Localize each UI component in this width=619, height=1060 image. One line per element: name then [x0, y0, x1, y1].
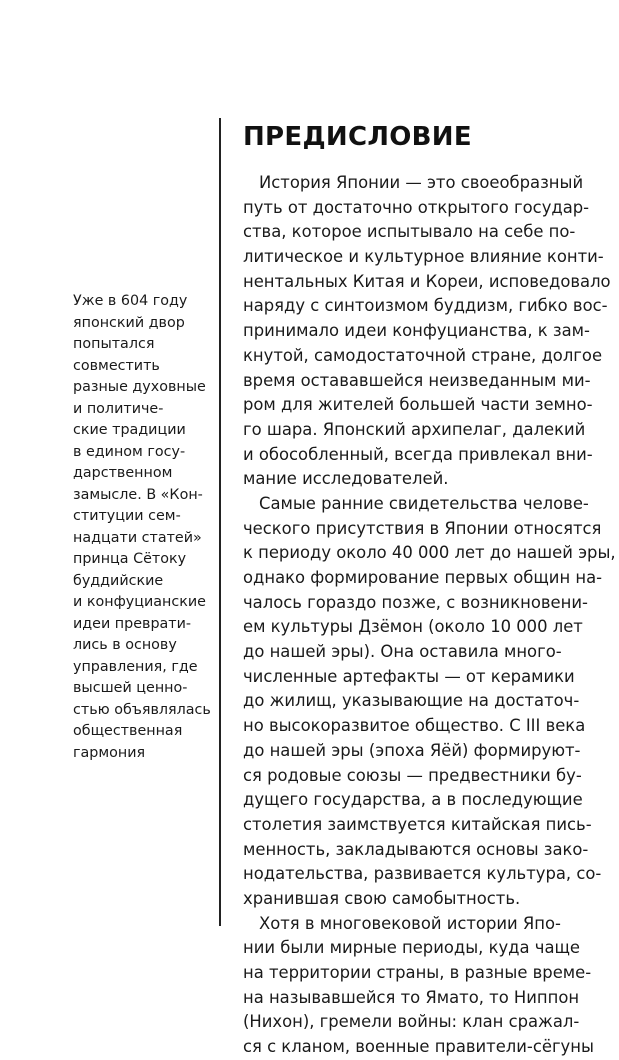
paragraph-line: до нашей эры). Она оставила много-	[243, 642, 562, 662]
paragraph-line: дущего государства, а в последующие	[243, 790, 583, 810]
paragraph-line: чалось гораздо позже, с возникновени-	[243, 592, 588, 612]
margin-note-line: ституции сем-	[73, 508, 181, 524]
paragraph-line: История Японии — это своеобразный	[259, 173, 584, 192]
margin-note-line: высшей ценно-	[73, 680, 188, 696]
paragraph-line: ства, которое испытывало на себе по-	[243, 222, 576, 242]
margin-note-line: буддийские	[73, 572, 164, 589]
margin-note-line: принца Сётоку	[73, 551, 187, 567]
margin-note	[73, 291, 213, 764]
paragraph-line: столетия заимствуется китайская пись-	[243, 814, 592, 834]
paragraph-line: нентальных Китая и Кореи, исповедовало	[243, 271, 611, 291]
paragraph-line: ся родовые союзы — предвестники бу-	[243, 765, 582, 785]
paragraph-line: время остававшейся неизведанным ми-	[243, 370, 591, 390]
body-text	[243, 171, 616, 1060]
paragraph-line: на называвшейся то Ямато, то Ниппон	[243, 987, 580, 1007]
margin-note-line: разные духовные	[73, 379, 206, 395]
column-divider	[219, 118, 221, 926]
paragraph-line: кнутой, самодостаточной стране, долгое	[243, 345, 603, 365]
paragraph-line: (Нихон), гремели войны: клан сражал-	[243, 1012, 580, 1032]
paragraph-line: до нашей эры (эпоха Яёй) формируют-	[243, 740, 581, 760]
paragraph-line: к периоду около 40 000 лет до нашей эры,	[243, 543, 616, 563]
paragraph-line: но высокоразвитое общество. С III века	[243, 716, 586, 736]
paragraph-line: литическое и культурное влияние конти-	[243, 247, 604, 267]
paragraph-line: Самые ранние свидетельства челове-	[259, 493, 589, 513]
margin-note-line: дарственном	[73, 465, 173, 481]
paragraph-line: и обособленный, всегда привлекал вни-	[243, 444, 593, 464]
margin-note-line: общественная	[73, 723, 183, 739]
margin-note-line: лись в основу	[73, 637, 177, 653]
margin-note-line: надцати статей»	[73, 529, 202, 546]
margin-note-line: идеи преврати-	[73, 615, 192, 632]
margin-note-line: попытался	[73, 336, 155, 352]
paragraph-line: Хотя в многовековой истории Япо-	[259, 913, 561, 933]
paragraph-line: до жилищ, указывающие на достаточ-	[243, 691, 580, 711]
paragraph-line: хранившая свою самобытность.	[243, 888, 521, 908]
paragraph-line: го шара. Японский архипелаг, далекий	[243, 419, 586, 439]
margin-note-line: замысле. В «Кон-	[73, 486, 203, 503]
paragraph-line: однако формирование первых общин на-	[243, 568, 603, 587]
margin-note-line: и политиче-	[73, 400, 164, 417]
margin-note-line: стью объявлялась	[73, 701, 211, 718]
margin-note-line: Уже в 604 году	[73, 293, 188, 309]
paragraph-line: ром для жителей большей части земно-	[243, 395, 593, 415]
margin-note-line: ские традиции	[73, 422, 186, 438]
paragraph-line: численные артефакты — от керамики	[243, 666, 575, 686]
paragraph-line: на территории страны, в разные време-	[243, 963, 592, 982]
paragraph-line: ся с кланом, военные правители-сёгуны	[243, 1037, 594, 1057]
margin-note-line: в едином госу-	[73, 443, 186, 460]
margin-note-line: японский двор	[73, 314, 185, 331]
paragraph-line: ческого присутствия в Японии относятся	[243, 518, 602, 538]
paragraph-line: наряду с синтоизмом буддизм, гибко вос-	[243, 296, 608, 316]
paragraph-line: нодательства, развивается культура, со-	[243, 864, 602, 884]
paragraph-line: путь от достаточно открытого государ-	[243, 197, 590, 217]
page-title: ПРЕДИСЛОВИЕ	[243, 122, 472, 152]
margin-note-line: совместить	[73, 357, 160, 374]
margin-note-line: управления, где	[73, 658, 198, 675]
paragraph-line: принимало идеи конфуцианства, к зам-	[243, 321, 590, 341]
margin-note-line: гармония	[73, 744, 146, 761]
paragraph-line: нии были мирные периоды, куда чаще	[243, 938, 581, 958]
paragraph-line: менность, закладываются основы зако-	[243, 839, 589, 859]
paragraph-line: ем культуры Дзёмон (около 10 000 лет	[243, 617, 583, 637]
paragraph-line: мание исследователей.	[243, 469, 449, 489]
margin-note-line: и конфуцианские	[73, 594, 206, 610]
